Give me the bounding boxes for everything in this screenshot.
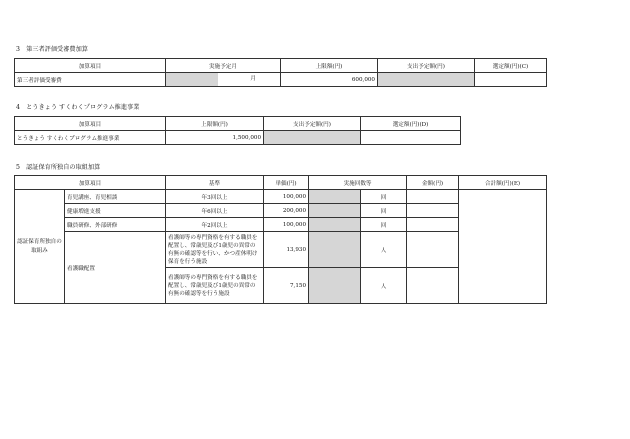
count-input[interactable] <box>309 190 361 204</box>
row-price: 200,000 <box>264 204 309 218</box>
header-total: 合計額(円)(E) <box>459 176 547 190</box>
table-row <box>15 190 547 204</box>
table-header-row <box>15 117 461 131</box>
row-price: 100,000 <box>264 218 309 232</box>
selected-value <box>361 131 461 145</box>
row-label: 第三者評価受審費 <box>15 73 166 87</box>
nurse-label: 看護職配置 <box>65 232 166 304</box>
row-criteria: 年6回以上 <box>166 204 264 218</box>
month-unit: 月 <box>250 76 256 82</box>
header-month: 実施予定月 <box>166 59 281 73</box>
header-criteria: 基準 <box>166 176 264 190</box>
count-unit: 人 <box>361 268 407 304</box>
amount-value <box>407 204 459 218</box>
header-count: 実施回数等 <box>309 176 407 190</box>
count-unit: 回 <box>361 190 407 204</box>
row-criteria: 年2回以上 <box>166 218 264 232</box>
planned-input[interactable] <box>264 131 361 145</box>
nurse-price: 13,930 <box>264 232 309 268</box>
row-price: 100,000 <box>264 190 309 204</box>
amount-value <box>407 268 459 304</box>
row-criteria: 年3回以上 <box>166 190 264 204</box>
month-cell[interactable] <box>166 73 281 87</box>
amount-value <box>407 190 459 204</box>
amount-value <box>407 232 459 268</box>
count-input[interactable] <box>309 204 361 218</box>
header-limit: 上限額(円) <box>166 117 264 131</box>
table-header-row <box>15 176 547 190</box>
header-amount: 金額(円) <box>407 176 459 190</box>
count-input[interactable] <box>309 232 361 268</box>
month-input[interactable] <box>166 73 218 86</box>
header-limit: 上限額(円) <box>281 59 378 73</box>
table-row <box>15 131 461 145</box>
nurse-criteria: 看護師等の専門資格を有する職員を配置し、常歳児及び1歳児の異常の有無の確認等を行い、かつ産休明け保育を行う施設 <box>166 232 264 268</box>
count-unit: 回 <box>361 204 407 218</box>
header-item: 加算項目 <box>15 59 166 73</box>
limit-value: 1,500,000 <box>166 131 264 145</box>
section-4-title: 4 とうきょう すくわくプログラム推進事業 <box>16 104 140 111</box>
count-unit: 回 <box>361 218 407 232</box>
limit-value: 600,000 <box>281 73 378 87</box>
section-5-title: 5 認証保育所独自の取組加算 <box>16 164 101 171</box>
selected-value <box>475 73 547 87</box>
table-row <box>15 73 547 87</box>
section-3-title: 3 第三者評価受審費加算 <box>16 46 88 53</box>
header-item: 加算項目 <box>15 117 166 131</box>
planned-input[interactable] <box>378 73 475 87</box>
header-selected: 選定額(円)(D) <box>361 117 461 131</box>
section-5-table <box>14 175 547 304</box>
count-unit: 人 <box>361 232 407 268</box>
row-item: 健康増進支援 <box>65 204 166 218</box>
amount-value <box>407 218 459 232</box>
total-value <box>459 190 547 304</box>
section-4-table <box>14 116 461 145</box>
row-item: 育児講座、育児相談 <box>65 190 166 204</box>
nurse-price: 7,150 <box>264 268 309 304</box>
header-item: 加算項目 <box>15 176 166 190</box>
section-3-table <box>14 58 547 87</box>
table-header-row <box>15 59 547 73</box>
header-planned: 支出予定額(円) <box>264 117 361 131</box>
group-label: 認証保育所独自の取組み <box>15 190 65 304</box>
header-selected: 選定額(円)(C) <box>475 59 547 73</box>
nurse-criteria: 看護師等の専門資格を有する職員を配置し、常歳児及び1歳児の異常の有無の確認等を行う施設 <box>166 268 264 304</box>
row-label: とうきょう すくわくプログラム推進事業 <box>15 131 166 145</box>
count-input[interactable] <box>309 268 361 304</box>
header-planned: 支出予定額(円) <box>378 59 475 73</box>
row-item: 職員研修、外部研修 <box>65 218 166 232</box>
count-input[interactable] <box>309 218 361 232</box>
header-price: 単価(円) <box>264 176 309 190</box>
